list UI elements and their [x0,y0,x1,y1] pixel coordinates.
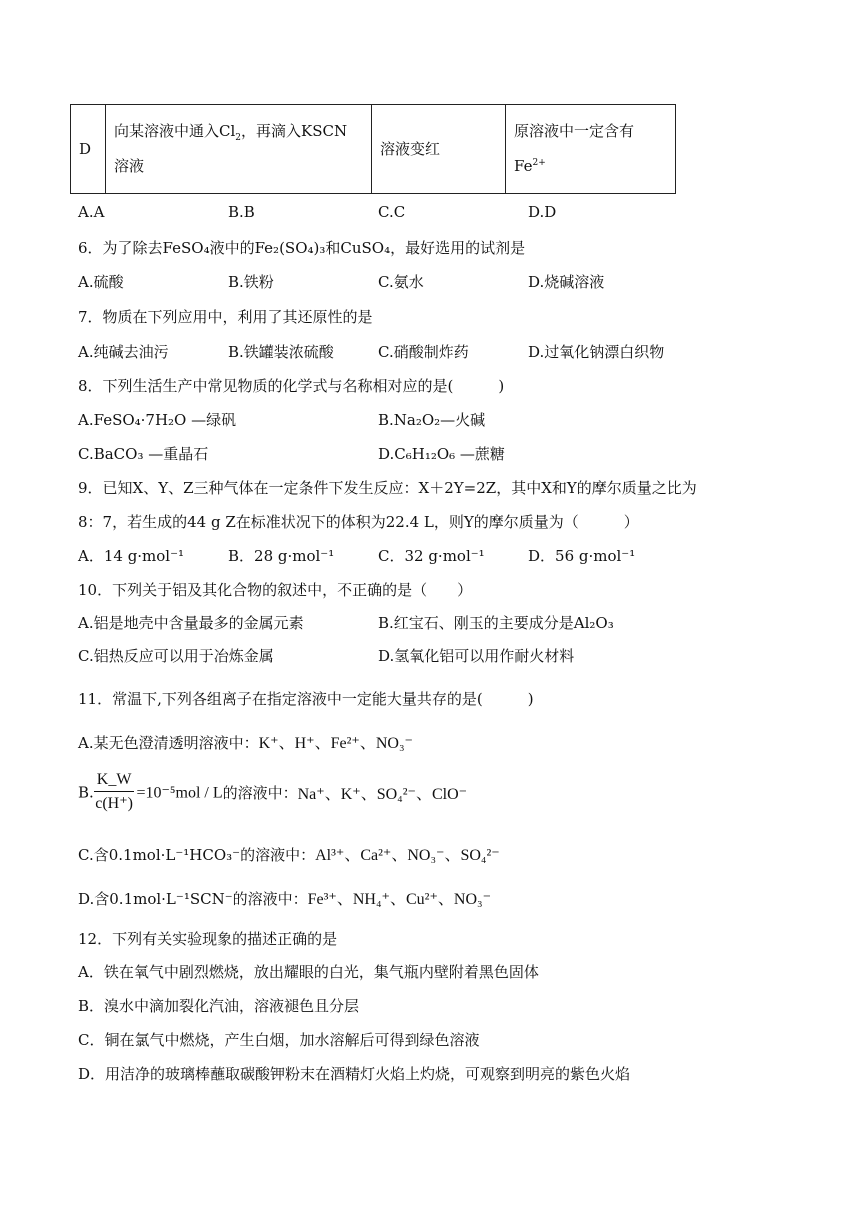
q7-option-a: A.纯碱去油污 [78,343,169,361]
q5-option-d: D.D [528,203,557,221]
q8-option-b: B.Na₂O₂—火碱 [378,411,486,429]
q8-option-c: C.BaCO₃ —重晶石 [78,445,209,463]
q8-stem: 8．下列生活生产中常见物质的化学式与名称相对应的是( ) [78,377,505,395]
question-5-table [70,104,676,194]
q8-option-d: D.C₆H₁₂O₆ —蔗糖 [378,445,505,463]
table-row [71,105,676,194]
q5-option-b: B.B [228,203,255,221]
q9-option-c: C．32 g·mol⁻¹ [378,547,485,565]
q11-option-c: C.含0.1mol·L⁻¹HCO₃⁻的溶液中：Al³⁺、Ca²⁺、NO₃⁻、SO₄²⁻ [78,846,500,864]
q12-option-d: D．用洁净的玻璃棒蘸取碳酸钾粉末在酒精灯火焰上灼烧，可观察到明亮的紫色火焰 [78,1065,631,1083]
q6-option-a: A.硫酸 [78,273,124,291]
q5-option-a: A.A [78,203,105,221]
q7-stem: 7．物质在下列应用中，利用了其还原性的是 [78,308,373,326]
q9-option-b: B．28 g·mol⁻¹ [228,547,335,565]
kw-fraction: $\frac{K\_W}{c(H^+)}$ [95,771,133,812]
row-label: D [71,105,106,194]
q12-stem: 12．下列有关实验现象的描述正确的是 [78,930,338,948]
q10-option-a: A.铝是地壳中含量最多的金属元素 [78,614,304,632]
q6-option-b: B.铁粉 [228,273,274,291]
q6-option-c: C.氨水 [378,273,424,291]
q10-option-b: B.红宝石、刚玉的主要成分是Al₂O₃ [378,614,614,632]
q8-option-a: A.FeSO₄·7H₂O —绿矾 [78,411,237,429]
q9-option-d: D．56 g·mol⁻¹ [528,547,636,565]
phenomenon-cell: 溶液变红 [372,105,506,194]
q12-option-a: A．铁在氧气中剧烈燃烧，放出耀眼的白光，集气瓶内壁附着黑色固体 [78,963,539,981]
q7-option-c: C.硝酸制炸药 [378,343,469,361]
q11-option-d: D.含0.1mol·L⁻¹SCN⁻的溶液中：Fe³⁺、NH₄⁺、Cu²⁺、NO₃⁻ [78,890,492,908]
conclusion-cell: 原溶液中一定含有 $Fe^{2+}$ [506,105,676,194]
operation-cell: 向某溶液中通入$Cl_2$，再滴入KSCN 溶液 [106,105,372,194]
q7-option-b: B.铁罐装浓硫酸 [228,343,334,361]
q10-stem: 10．下列关于铝及其化合物的叙述中，不正确的是（ ） [78,581,473,599]
q9-stem-line-1: 9．已知X、Y、Z三种气体在一定条件下发生反应：X＋2Y=2Z，其中X和Y的摩尔质量之比为 [78,479,697,497]
q12-option-c: C．铜在氯气中燃烧，产生白烟，加水溶解后可得到绿色溶液 [78,1031,480,1049]
q10-option-c: C.铝热反应可以用于冶炼金属 [78,647,274,665]
q6-option-d: D.烧碱溶液 [528,273,605,291]
q9-option-a: A．14 g·mol⁻¹ [78,547,185,565]
q11-stem: 11．常温下,下列各组离子在指定溶液中一定能大量共存的是( ) [78,690,534,708]
q9-stem-line-2: 8：7，若生成的44 g Z在标准状况下的体积为22.4 L，则Y的摩尔质量为（ ） [78,513,639,531]
q10-option-d: D.氢氧化铝可以用作耐火材料 [378,647,575,665]
q5-option-c: C.C [378,203,406,221]
q12-option-b: B．溴水中滴加裂化汽油，溶液褪色且分层 [78,997,360,1015]
q11-option-b: B. $\frac{K\_W}{c(H^+)}$ =10⁻⁵mol / L的溶液中：Na⁺、K⁺、SO₄²⁻、ClO⁻ [78,770,467,815]
q11-option-a: A.某无色澄清透明溶液中：K⁺、H⁺、Fe²⁺、NO₃⁻ [78,734,413,752]
q7-option-d: D.过氧化钠漂白织物 [528,343,665,361]
q6-stem: 6．为了除去FeSO₄液中的Fe₂(SO₄)₃和CuSO₄，最好选用的试剂是 [78,239,526,257]
